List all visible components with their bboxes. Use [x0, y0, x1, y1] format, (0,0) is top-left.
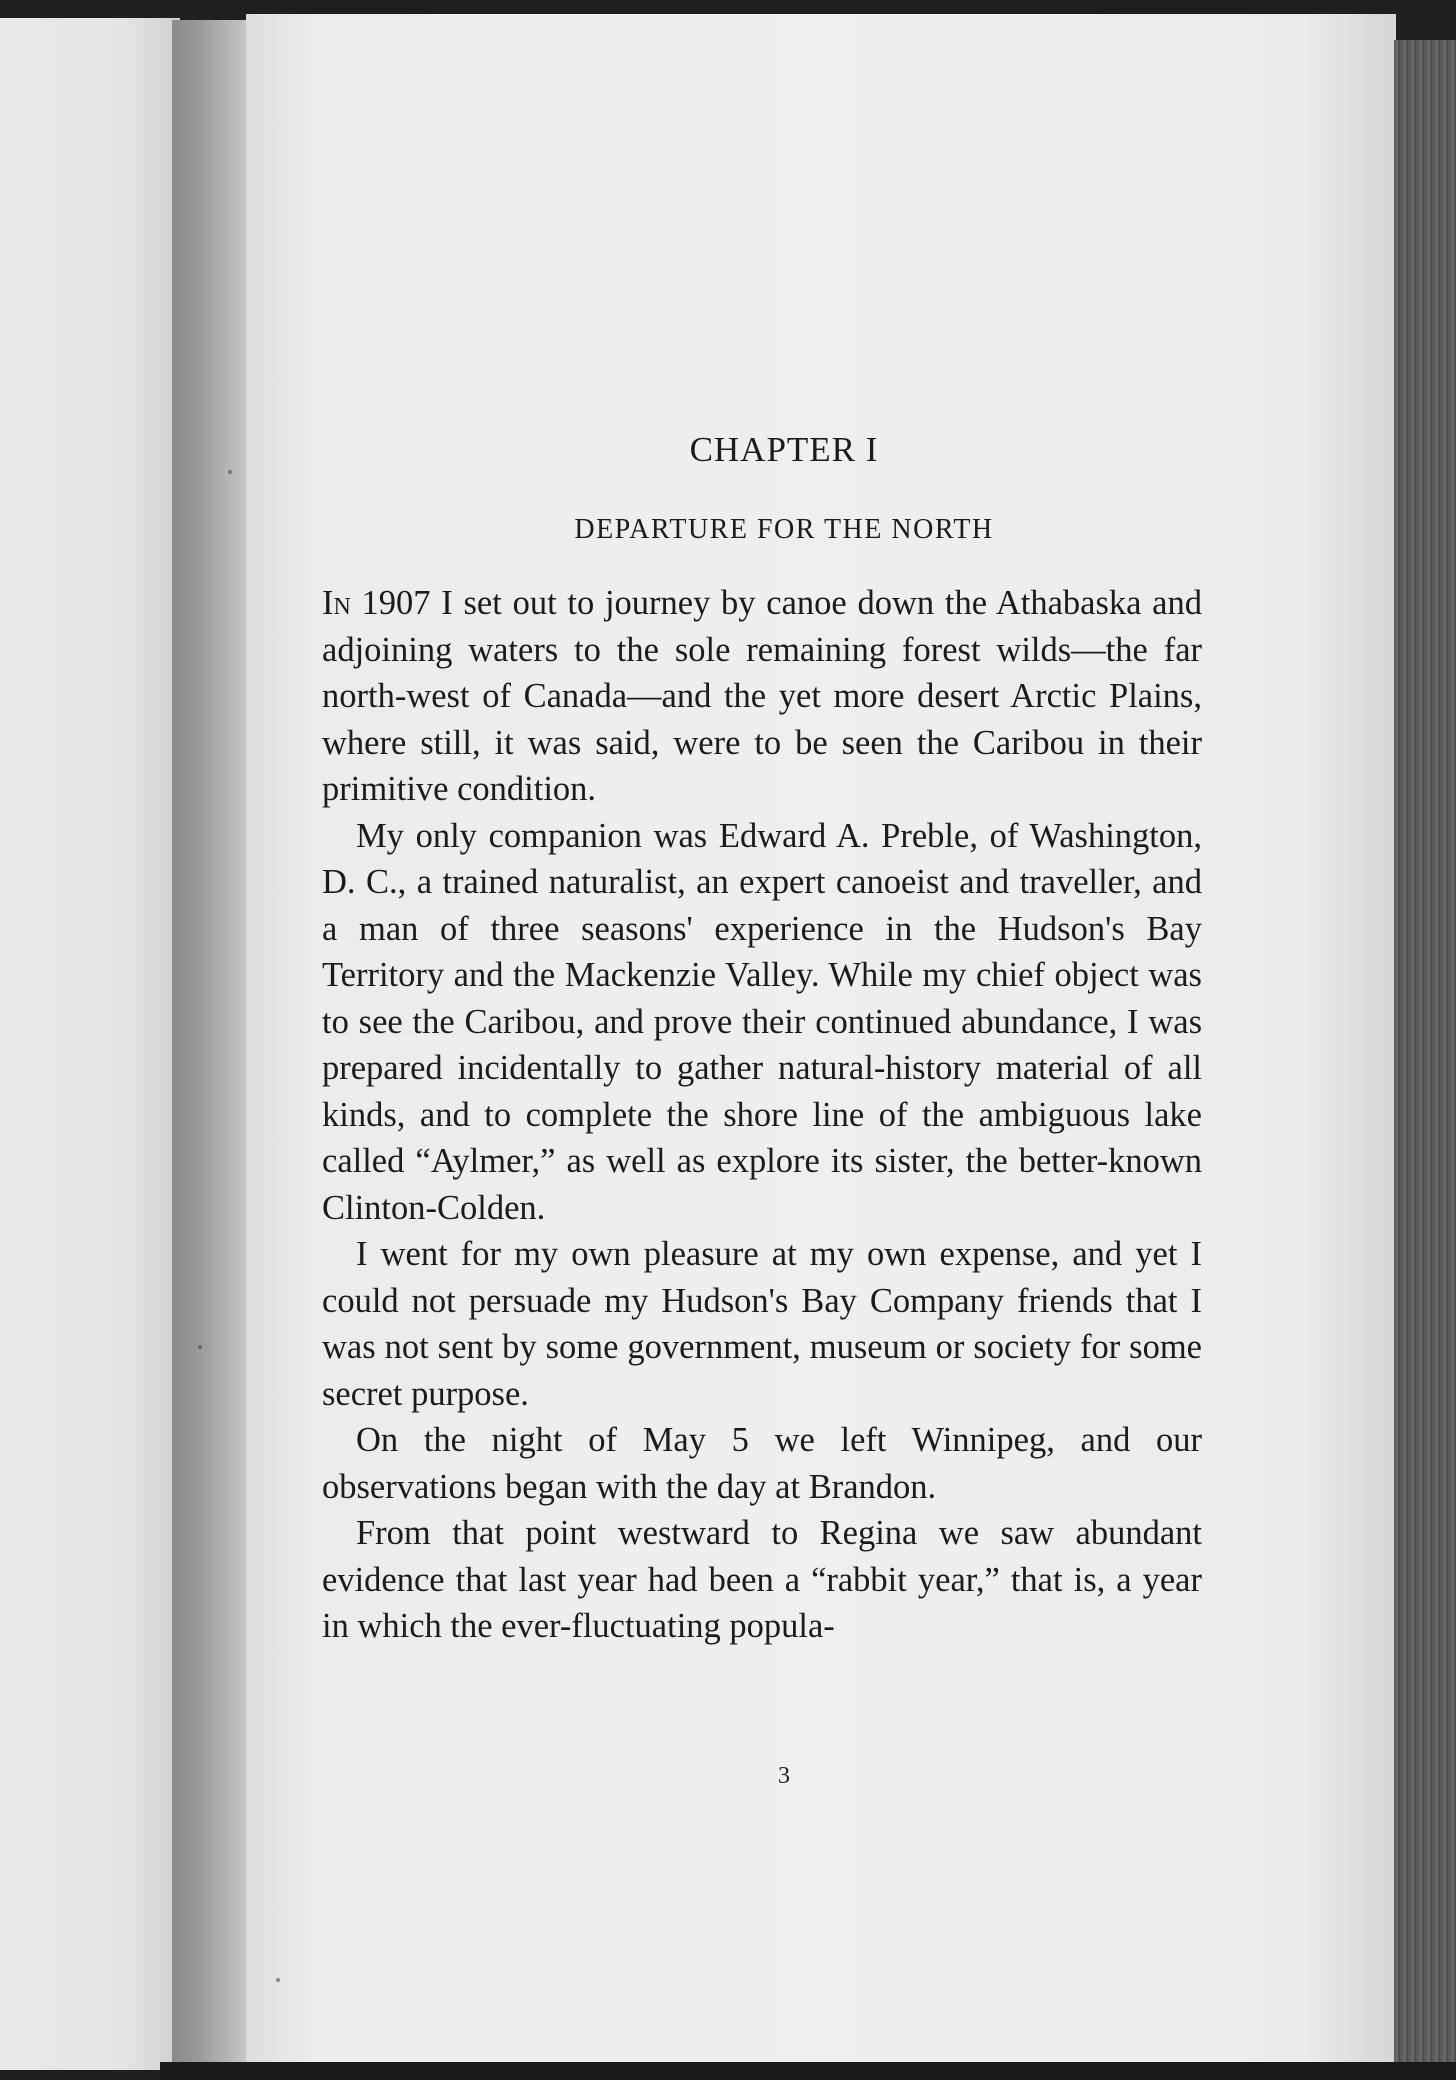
left-page-edge	[0, 18, 180, 2070]
scan-speck	[228, 470, 232, 474]
scan-speck	[276, 1978, 280, 1982]
page-number: 3	[778, 1763, 790, 1789]
paragraph-text: 1907 I set out to journey by canoe down the Athabaska and adjoining waters to the sole remaining forest wilds—the far north-west of Canada—and the yet more desert Arctic Plains, where still, it was said, were to be seen the Caribou in their primitive condition.	[322, 584, 1202, 808]
paragraph-1	[322, 580, 1202, 813]
bottom-edge	[160, 2062, 1456, 2080]
chapter-title: DEPARTURE FOR THE NORTH	[574, 514, 994, 545]
paragraph-5: From that point westward to Regina we saw abundant evidence that last year had been a “rabbit year,” that is, a year in which the ever-fluctuating popula-	[322, 1514, 1202, 1645]
page-fore-edge	[1394, 40, 1456, 2070]
paragraph-3: I went for my own pleasure at my own expense, and yet I could not persuade my Hudson's Bay Company friends that I was not sent by some government, museum or society for some secret purpose.	[322, 1235, 1202, 1413]
page-body	[322, 430, 1202, 1650]
chapter-number: CHAPTER I	[689, 430, 879, 469]
paragraph-lead-word: In	[322, 584, 351, 622]
paragraph-2: My only companion was Edward A. Preble, of Washington, D. C., a trained naturalist, an expert canoeist and traveller, and a man of three seasons' experience in the Hudson's Bay Territory and the Mackenzie Valley. While my chief object was to see the Caribou, and prove their continued abundance, I was prepared incidentally to gather natural-history material of all kinds, and to complete the shore line of the ambiguous lake called “Aylmer,” as well as explore its sister, the better-known Clinton-Colden.	[322, 816, 1202, 1227]
scan-speck	[198, 1345, 202, 1349]
paragraph-4: On the night of May 5 we left Winnipeg, and our observations began with the day at Brandon.	[322, 1421, 1202, 1506]
